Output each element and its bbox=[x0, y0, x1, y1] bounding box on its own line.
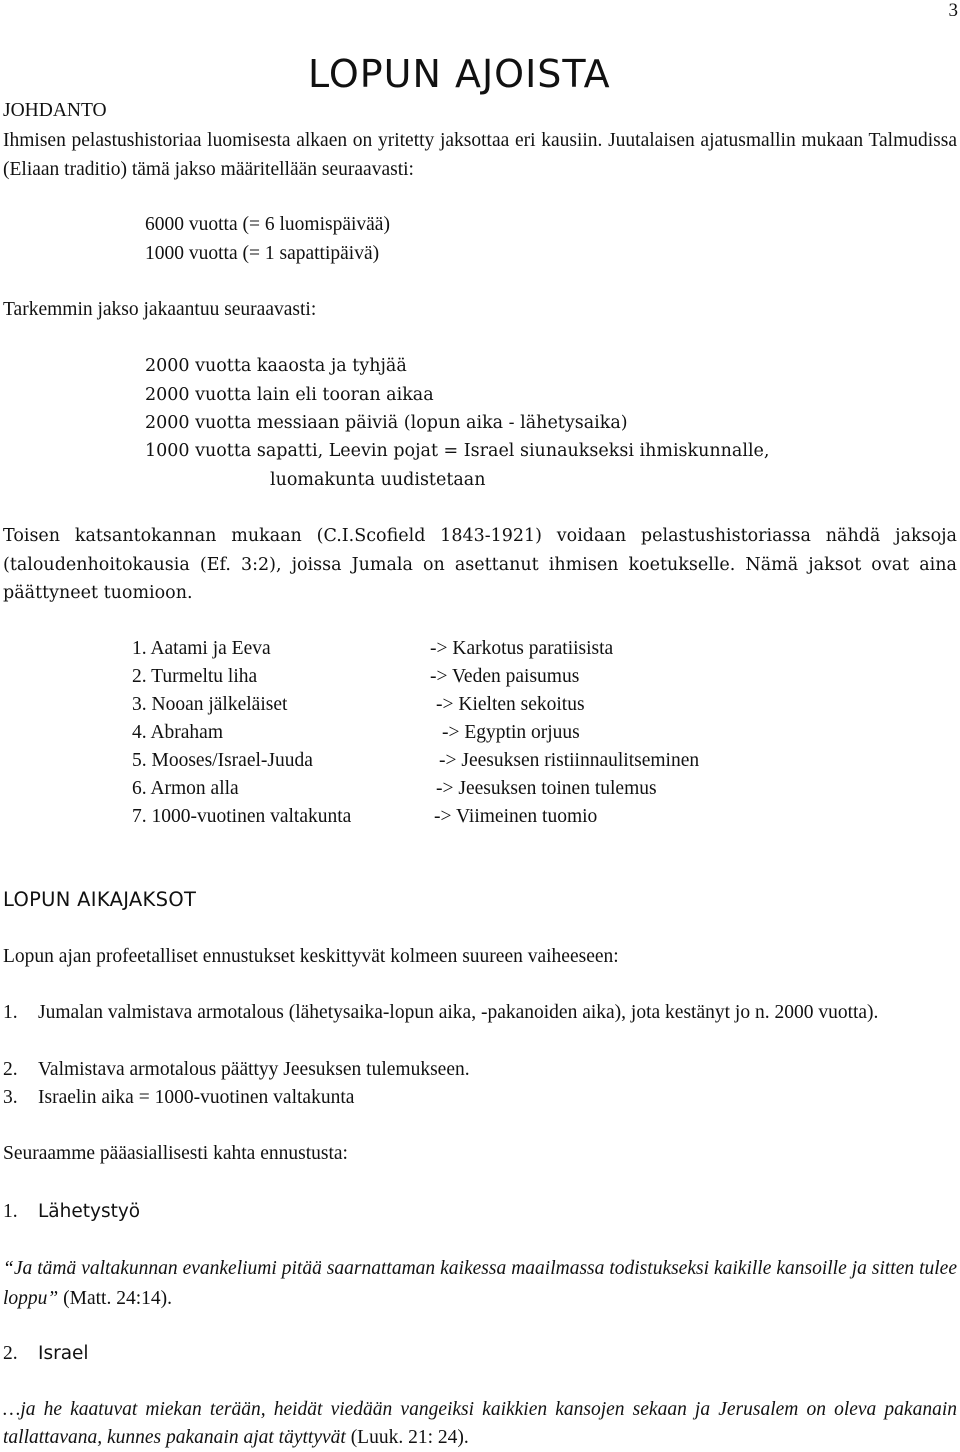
prophecy-reference: (Matt. 24:14). bbox=[58, 1288, 172, 1309]
dispensation-result: -> Karkotus paratiisista bbox=[430, 638, 614, 659]
phase-num: 1. bbox=[3, 1002, 18, 1023]
prophecy-quote: “Ja tämä valtakunnan evankeliumi pitää saarnattaman kaikessa maailmassa todistukseksi kaikille kansoille ja sitten tulee loppu” bbox=[3, 1258, 957, 1309]
prophecy-label: Israel bbox=[38, 1343, 89, 1364]
detail-item: 2000 vuotta messiaan päiviä (lopun aika - lähetysaika) bbox=[145, 413, 628, 433]
prophecy-quote: …ja he kaatuvat miekan terään, heidät viedään vangeiksi kaikkien kansojen sekaan ja Jerusalem on oleva pakanain tallattavana, kunnes pakanain ajat täyttyvät bbox=[3, 1399, 957, 1448]
detail-item: 2000 vuotta kaaosta ja tyhjää bbox=[145, 356, 407, 376]
dispensation-result: -> Veden paisumus bbox=[430, 666, 580, 687]
prophecy-reference: (Luuk. 21: 24). bbox=[345, 1427, 469, 1448]
dispensation-name: 5. Mooses/Israel-Juuda bbox=[132, 750, 313, 771]
dispensation-result: -> Egyptin orjuus bbox=[442, 722, 580, 743]
phase-num: 2. bbox=[3, 1059, 18, 1080]
dispensation-result: -> Kielten sekoitus bbox=[436, 694, 585, 715]
dispensation-result: -> Viimeinen tuomio bbox=[434, 806, 598, 827]
dispensation-name: 4. Abraham bbox=[132, 722, 223, 743]
phase-text: Jumalan valmistava armotalous (lähetysaika-lopun aika, -pakanoiden aika), jota kestänyt jo n. 2000 vuotta). bbox=[38, 1002, 879, 1023]
dispensation-name: 6. Armon alla bbox=[132, 778, 239, 799]
prophecy-quote-block bbox=[3, 1254, 957, 1314]
period-line: 6000 vuotta (= 6 luomispäivää) bbox=[145, 214, 390, 235]
dispensation-name: 2. Turmeltu liha bbox=[132, 666, 258, 687]
detail-item: 1000 vuotta sapatti, Leevin pojat = Israel siunaukseksi ihmiskunnalle, bbox=[145, 441, 770, 461]
prophecy-num: 1. bbox=[3, 1201, 18, 1222]
prophecy-label: Lähetystyö bbox=[38, 1201, 141, 1222]
dispensation-name: 3. Nooan jälkeläiset bbox=[132, 694, 288, 715]
dispensation-result: -> Jeesuksen toinen tulemus bbox=[436, 778, 657, 799]
phase-text: Israelin aika = 1000-vuotinen valtakunta bbox=[38, 1087, 355, 1108]
section-heading: LOPUN AIKAJAKSOT bbox=[3, 888, 197, 911]
prophecy-num: 2. bbox=[3, 1343, 18, 1364]
dispensation-name: 7. 1000-vuotinen valtakunta bbox=[132, 806, 352, 827]
follow-text: Seuraamme pääasiallisesti kahta ennustusta: bbox=[3, 1143, 348, 1164]
page-title: LOPUN AJOISTA bbox=[308, 52, 611, 96]
dispensation-result: -> Jeesuksen ristiinnaulitseminen bbox=[439, 750, 700, 771]
phase-text: Valmistava armotalous päättyy Jeesuksen tulemukseen. bbox=[38, 1059, 470, 1080]
detail-item-continued: luomakunta uudistetaan bbox=[270, 470, 486, 490]
section-lead: Lopun ajan profeetalliset ennustukset keskittyvät kolmeen suureen vaiheeseen: bbox=[3, 946, 619, 967]
dispensation-name: 1. Aatami ja Eeva bbox=[132, 638, 271, 659]
prophecy-quote-block bbox=[3, 1396, 957, 1452]
period-line: 1000 vuotta (= 1 sapattipäivä) bbox=[145, 243, 380, 264]
phase-num: 3. bbox=[3, 1087, 18, 1108]
detail-item: 2000 vuotta lain eli tooran aikaa bbox=[145, 385, 434, 405]
detail-lead: Tarkemmin jakso jakaantuu seuraavasti: bbox=[3, 299, 317, 320]
intro-heading: JOHDANTO bbox=[3, 100, 107, 121]
scofield-paragraph: Toisen katsantokannan mukaan (C.I.Scofield 1843-1921) voidaan pelastushistoriassa nähdä jaksoja (taloudenhoitokausia (Ef. 3:2), joissa Jumala on asettanut ihmisen koetukselle. Nämä jaksot ovat aina päättyneet tuomioon. bbox=[3, 526, 957, 603]
page-number: 3 bbox=[948, 0, 958, 21]
intro-paragraph: Ihmisen pelastushistoriaa luomisesta alkaen on yritetty jaksottaa eri kausiin. Juutalaisen ajatusmallin mukaan Talmudissa (Eliaan traditio) tämä jakso määritellään seuraavasti: bbox=[3, 130, 957, 180]
